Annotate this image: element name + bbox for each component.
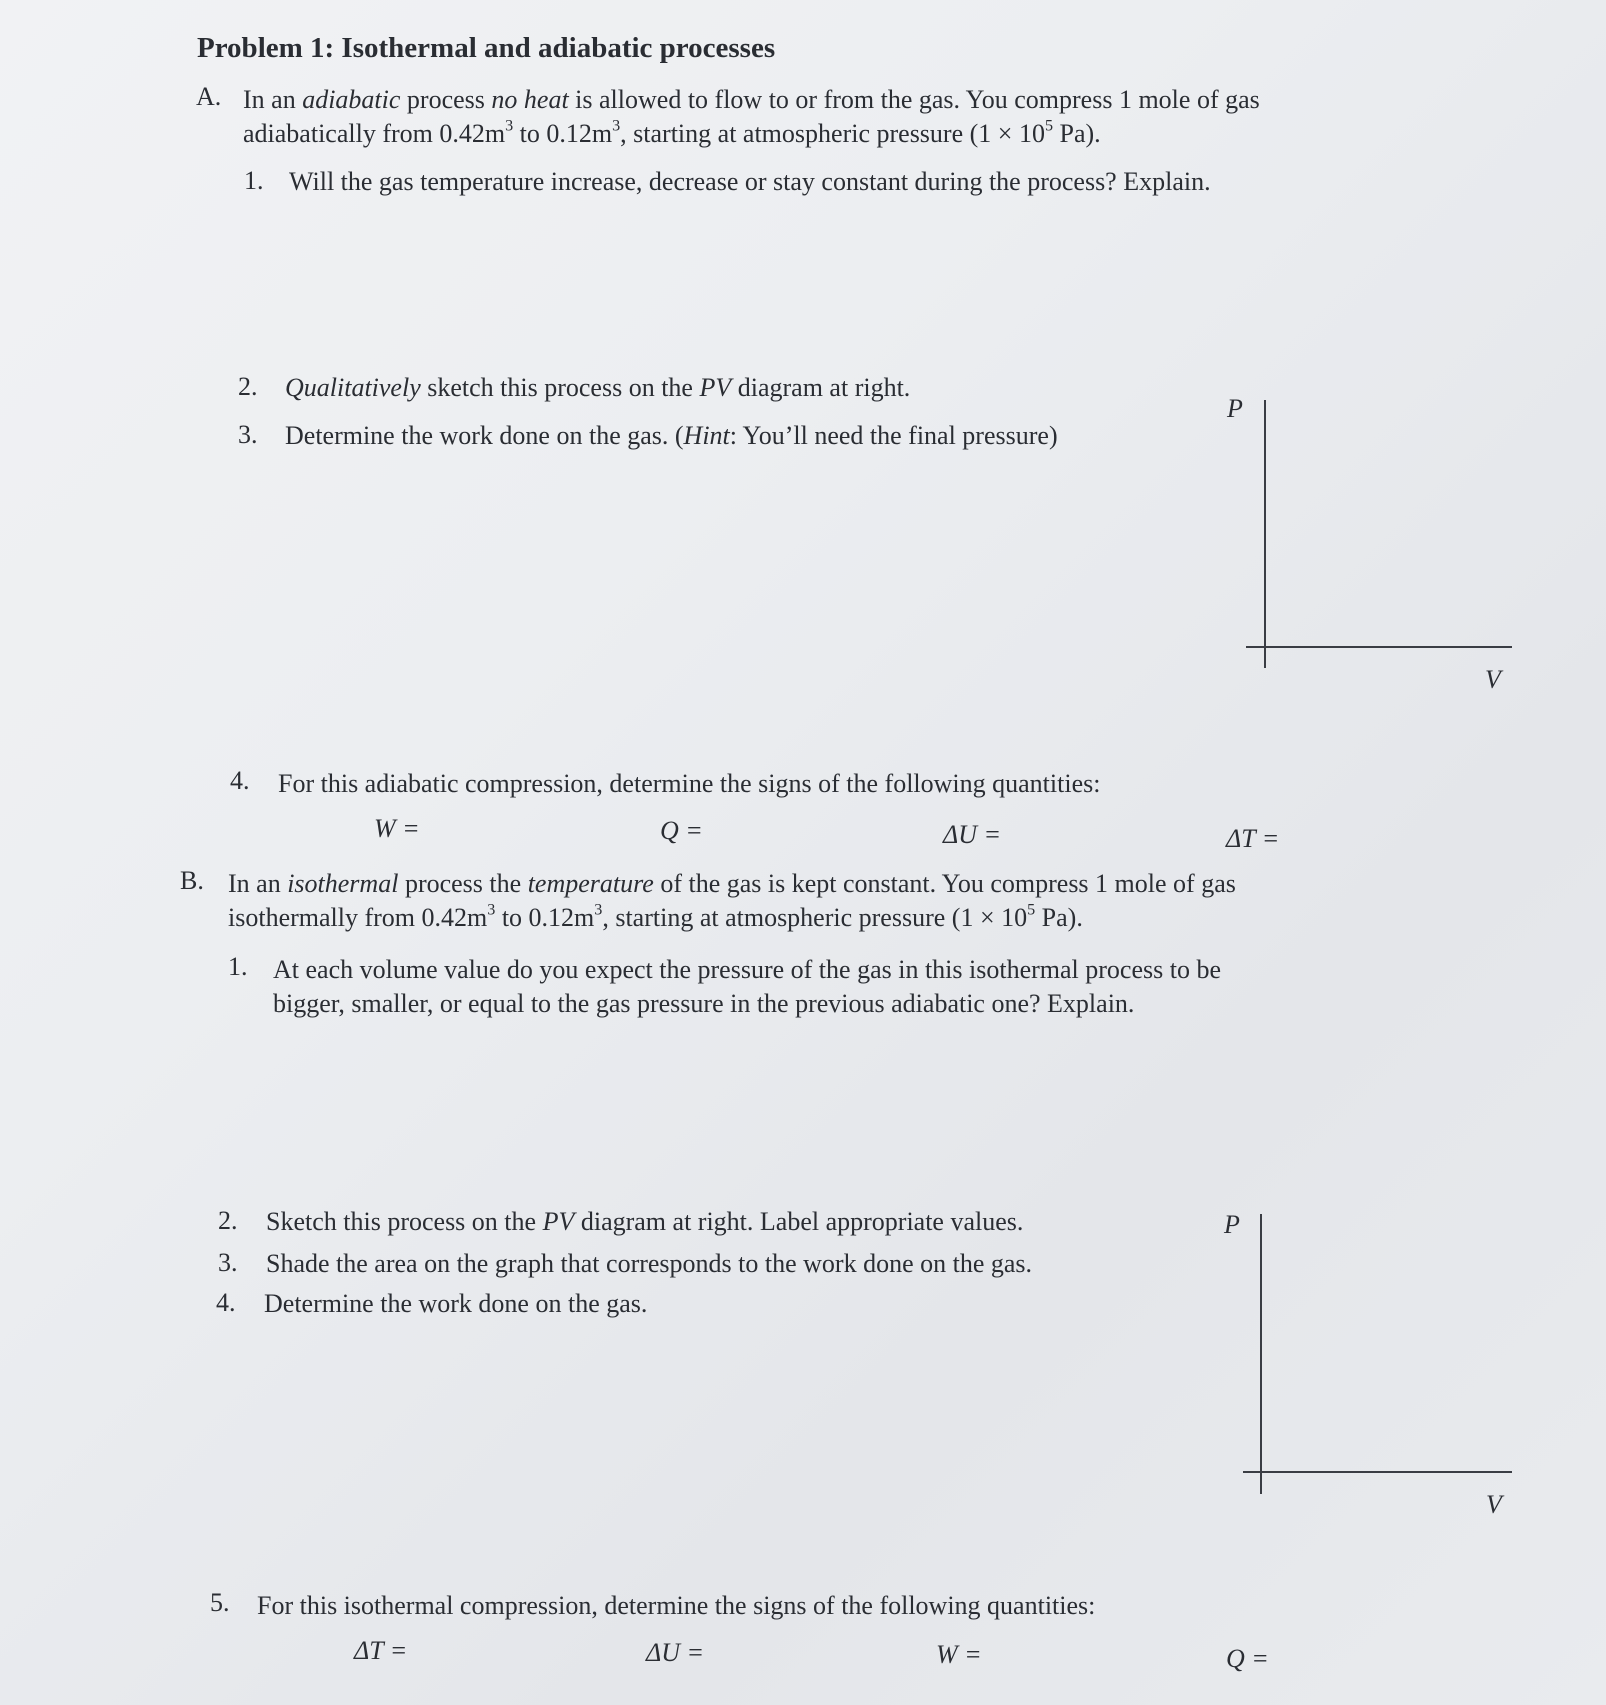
a-q1-text: Will the gas temperature increase, decrease or stay constant during the process? Explain.	[289, 167, 1211, 196]
diagram-b-v-label: V	[1486, 1490, 1502, 1519]
a-q3-number: 3.	[238, 420, 258, 449]
diagram-a-p-label: P	[1227, 394, 1243, 423]
b-sign-w: W =	[936, 1640, 982, 1669]
diagram-a-v-label: V	[1485, 665, 1501, 694]
b-q5-number: 5.	[210, 1588, 230, 1617]
a-q2-text: Qualitatively sketch this process on the PV diagram at right.	[285, 373, 911, 402]
b-q1-line2: bigger, smaller, or equal to the gas pressure in the previous adiabatic one? Explain.	[273, 989, 1135, 1018]
b-q5-text: For this isothermal compression, determine the signs of the following quantities:	[257, 1591, 1096, 1620]
b-q4-text: Determine the work done on the gas.	[264, 1289, 648, 1318]
b-q1-line1: At each volume value do you expect the pressure of the gas in this isothermal process to be	[273, 955, 1222, 984]
b-q2-number: 2.	[218, 1206, 238, 1235]
part-a-intro-line2: adiabatically from $0.42m^3$ to $0.12m^3$, starting at atmospheric pressure ($1 \times 10^5$ Pa).	[243, 117, 1101, 148]
b-q4-number: 4.	[216, 1288, 236, 1317]
b-sign-dt: ΔT =	[354, 1636, 408, 1665]
a-q4-text: For this adiabatic compression, determine the signs of the following quantities:	[278, 769, 1101, 798]
a-q2-number: 2.	[238, 372, 258, 401]
a-sign-q: Q =	[660, 816, 703, 845]
a-sign-du: ΔU =	[943, 820, 1002, 849]
part-b-intro-line1: In an isothermal process the temperature of the gas is kept constant. You compress 1 mole of gas	[228, 869, 1236, 898]
part-a-intro-line1: In an adiabatic process no heat is allowed to flow to or from the gas. You compress 1 mole of gas	[243, 85, 1260, 114]
diagram-a-p-axis	[1264, 400, 1266, 668]
b-q3-number: 3.	[218, 1248, 238, 1277]
b-q1-number: 1.	[228, 952, 248, 981]
problem-title: Problem 1: Isothermal and adiabatic processes	[197, 32, 776, 64]
b-sign-du: ΔU =	[646, 1638, 705, 1667]
a-q1-number: 1.	[244, 166, 264, 195]
diagram-a-v-axis	[1246, 646, 1512, 648]
b-q3-text: Shade the area on the graph that corresponds to the work done on the gas.	[266, 1249, 1033, 1278]
b-sign-q: Q =	[1226, 1644, 1269, 1673]
diagram-b-p-label: P	[1224, 1210, 1240, 1239]
b-q2-text: Sketch this process on the PV diagram at right. Label appropriate values.	[266, 1207, 1024, 1236]
diagram-b-v-axis	[1243, 1471, 1512, 1473]
a-q3-text: Determine the work done on the gas. (Hint: You’ll need the final pressure)	[285, 421, 1058, 450]
part-b-intro-line2: isothermally from $0.42m^3$ to $0.12m^3$, starting at atmospheric pressure ($1 \times 10^5$ Pa).	[228, 901, 1083, 932]
a-q4-number: 4.	[230, 766, 250, 795]
diagram-b-p-axis	[1260, 1214, 1262, 1494]
a-sign-dt: ΔT =	[1226, 824, 1280, 853]
part-b-label: B.	[180, 866, 204, 895]
a-sign-w: W =	[374, 814, 420, 843]
part-a-label: A.	[196, 82, 222, 111]
